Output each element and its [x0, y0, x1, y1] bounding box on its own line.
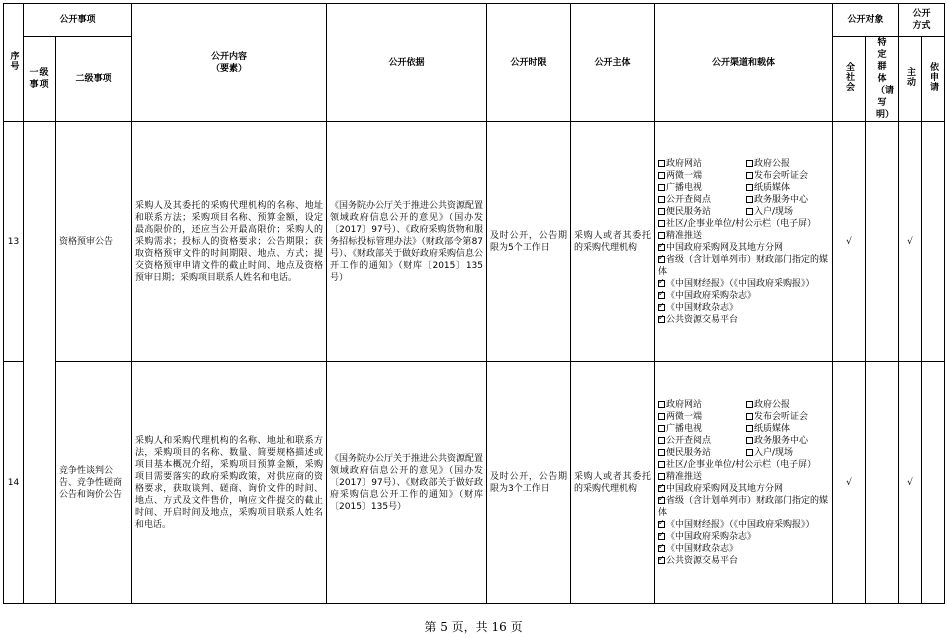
channel-cfn: ✓《中国财经报》（《中国政府采购报》） [658, 278, 829, 290]
row-basis: 《国务院办公厅关于推进公共资源配置领域政府信息公开的意见》（国办发〔2017〕97号）、《财政部关于做好政府采购信息公开工作的通知》（财库〔2015〕135号） [327, 362, 487, 604]
row-target-all: √ [833, 122, 866, 362]
checkbox-icon [658, 461, 665, 468]
row-target-specific [866, 362, 899, 604]
checkbox-icon [658, 413, 665, 420]
header-method-group: 公开方式 [899, 4, 945, 37]
channel-gazette: 政府公报 [746, 158, 790, 170]
channel-gazette: 政府公报 [746, 399, 790, 411]
channel-platform: ✓公共资源交易平台 [658, 314, 829, 326]
checkbox-icon [658, 172, 665, 179]
header-subject: 公开主体 [571, 4, 655, 122]
channel-tv: 广播电视 [658, 182, 746, 194]
checkbox-icon [746, 437, 753, 444]
checked-box-icon [658, 521, 665, 528]
channel-press: 发布会听证会 [746, 411, 808, 423]
checkbox-icon [746, 184, 753, 191]
channel-cfm: ✓《中国财政杂志》 [658, 543, 829, 555]
channel-reading: 公开查阅点 [658, 435, 746, 447]
channel-convenience: 便民服务站 [658, 206, 746, 218]
channel-ccgp: ✓中国政府采购网及其地方分网 [658, 483, 829, 495]
channel-mag: ✓《中国政府采购杂志》 [658, 290, 829, 302]
channel-cfn: ✓《中国财经报》（《中国政府采购报》） [658, 519, 829, 531]
channel-convenience: 便民服务站 [658, 447, 746, 459]
channel-mag: ✓《中国政府采购杂志》 [658, 531, 829, 543]
row-subject: 采购人或者其委托的采购代理机构 [571, 362, 655, 604]
page-footer: 第 5 页，共 16 页 [424, 620, 523, 634]
row-method-request [922, 362, 945, 604]
channel-community: 社区/企事业单位/村公示栏（电子屏） [658, 459, 829, 471]
row-subject: 采购人或者其委托的采购代理机构 [571, 122, 655, 362]
checked-box-icon [658, 485, 665, 492]
channel-platform: ✓公共资源交易平台 [658, 555, 829, 567]
checkbox-icon [746, 196, 753, 203]
row-channels [655, 122, 833, 362]
row-target-all: √ [833, 362, 866, 604]
channel-door: 入户/现场 [746, 447, 793, 459]
header-level1: 一级事项 [24, 37, 56, 122]
checked-box-icon [658, 533, 665, 540]
channel-push: 精准推送 [658, 230, 829, 242]
checked-box-icon [658, 292, 665, 299]
checked-box-icon [658, 497, 665, 504]
checkbox-icon [658, 473, 665, 480]
channel-two-wei: 两微一端 [658, 170, 746, 182]
checkbox-icon [746, 401, 753, 408]
row-method-request [922, 122, 945, 362]
checkbox-icon [658, 232, 665, 239]
checkbox-icon [746, 208, 753, 215]
channel-paper: 纸质媒体 [746, 423, 790, 435]
header-target-all: 全社会 [833, 37, 866, 122]
row-method-active: √ [899, 362, 922, 604]
channel-cfm: ✓《中国财政杂志》 [658, 302, 829, 314]
header-channels: 公开渠道和载体 [655, 4, 833, 122]
checkbox-icon [658, 449, 665, 456]
header-seq: 序号 [4, 4, 24, 122]
checkbox-icon [658, 208, 665, 215]
checkbox-icon [746, 413, 753, 420]
row-level1 [24, 122, 56, 604]
row-seq: 14 [4, 362, 24, 604]
checked-box-icon [658, 304, 665, 311]
channel-tv: 广播电视 [658, 423, 746, 435]
disclosure-table [3, 3, 945, 604]
channel-door: 入户/现场 [746, 206, 793, 218]
checkbox-icon [658, 160, 665, 167]
channel-two-wei: 两微一端 [658, 411, 746, 423]
checked-box-icon [658, 280, 665, 287]
header-items-group: 公开事项 [24, 4, 132, 37]
channel-service-center: 政务服务中心 [746, 435, 808, 447]
header-basis: 公开依据 [327, 4, 487, 122]
channel-paper: 纸质媒体 [746, 182, 790, 194]
row-time: 及时公开，公告期限为5个工作日 [487, 122, 571, 362]
header-method-request: 依申请 [922, 37, 945, 122]
channel-provincial: ✓省级（含计划单列市）财政部门指定的媒体 [658, 495, 829, 519]
channel-website: 政府网站 [658, 399, 746, 411]
checkbox-icon [658, 425, 665, 432]
checked-box-icon [658, 545, 665, 552]
channel-community: 社区/企事业单位/村公示栏（电子屏） [658, 218, 829, 230]
checkbox-icon [658, 401, 665, 408]
table-row [4, 122, 945, 362]
checked-box-icon [658, 244, 665, 251]
header-target-specific: 特定群体（请写明） [866, 37, 899, 122]
header-level2: 二级事项 [56, 37, 132, 122]
checked-box-icon [658, 316, 665, 323]
row-time: 及时公开，公告期限为3个工作日 [487, 362, 571, 604]
row-content: 采购人及其委托的采购代理机构的名称、地址和联系方法；采购项目名称、预算金额，设定最高限价的，还应当公开最高限价；采购人的采购需求；投标人的资格要求；公告期限；获取资格预审文件的时间期限、地点、方式；提交资格预审申请文件的截止时间、地点及资格预审日期；采购项目联系人姓名和电话。 [132, 122, 327, 362]
checkbox-icon [658, 196, 665, 203]
table-row [4, 362, 945, 604]
checkbox-icon [746, 449, 753, 456]
channel-press: 发布会听证会 [746, 170, 808, 182]
channel-website: 政府网站 [658, 158, 746, 170]
checked-box-icon [658, 256, 665, 263]
checkbox-icon [746, 160, 753, 167]
channel-service-center: 政务服务中心 [746, 194, 808, 206]
channel-reading: 公开查阅点 [658, 194, 746, 206]
row-seq: 13 [4, 122, 24, 362]
channel-ccgp: ✓中国政府采购网及其地方分网 [658, 242, 829, 254]
row-level2: 竞争性谈判公告、竞争性磋商公告和询价公告 [56, 362, 132, 604]
row-basis: 《国务院办公厅关于推进公共资源配置领域政府信息公开的意见》（国办发〔2017〕97号）、《政府采购货物和服务招标投标管理办法》（财政部令第87号）、《财政部关于做好政府采购信息公开工作的通知》（财库〔2015〕135号） [327, 122, 487, 362]
row-content: 采购人和采购代理机构的名称、地址和联系方法，采购项目的名称、数量、简要规格描述或项目基本概况介绍，采购项目预算金额，采购项目需要落实的政府采购政策，对供应商的资格要求，获取谈判、磋商、询价文件的时间、地点、方式及文件售价，响应文件提交的截止时间、开启时间及地点，采购项目联系人姓名和电话。 [132, 362, 327, 604]
row-target-specific [866, 122, 899, 362]
checkbox-icon [746, 172, 753, 179]
checkbox-icon [658, 184, 665, 191]
header-time: 公开时限 [487, 4, 571, 122]
header-method-active: 主动 [899, 37, 922, 122]
channel-provincial: ✓省级（含计划单列市）财政部门指定的媒体 [658, 254, 829, 278]
row-method-active: √ [899, 122, 922, 362]
row-level2: 资格预审公告 [56, 122, 132, 362]
header-content: 公开内容 （要素） [132, 4, 327, 122]
checkbox-icon [746, 425, 753, 432]
checkbox-icon [658, 437, 665, 444]
row-channels [655, 362, 833, 604]
channel-push: 精准推送 [658, 471, 829, 483]
checkbox-icon [658, 220, 665, 227]
checked-box-icon [658, 557, 665, 564]
header-target-group: 公开对象 [833, 4, 899, 37]
